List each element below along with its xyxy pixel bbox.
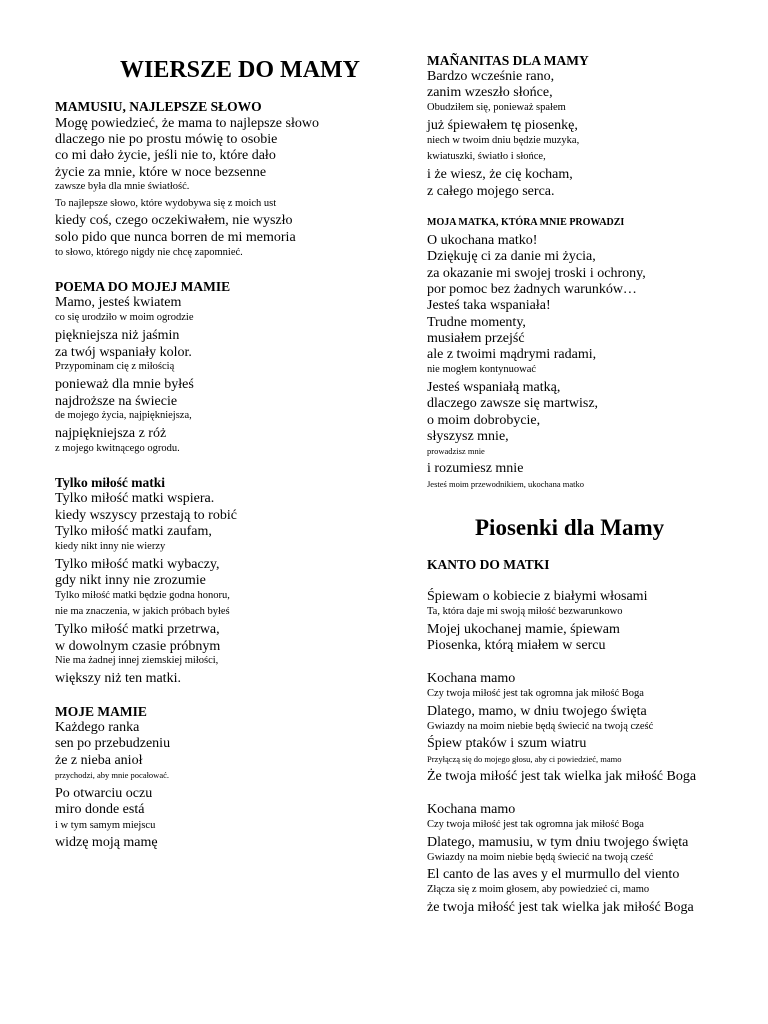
text-line: Gwiazdy na moim niebie będą świecić na twoją cześć bbox=[427, 852, 654, 863]
text-line: Mogę powiedzieć, że mama to najlepsze słowo bbox=[55, 116, 319, 131]
text-line: Jesteś wspaniałą matką, bbox=[427, 380, 561, 395]
text-line: w dowolnym czasie próbnym bbox=[55, 639, 221, 654]
text-line: o moim dobrobycie, bbox=[427, 413, 541, 428]
text-line: Mojej ukochanej mamie, śpiewam bbox=[427, 622, 620, 637]
poem-title: MAÑANITAS DLA MAMY bbox=[427, 53, 589, 68]
text-line: Każdego ranka bbox=[55, 720, 140, 735]
text-line: Tylko miłość matki wspiera. bbox=[55, 491, 215, 506]
text-line: to słowo, którego nigdy nie chcę zapomnieć. bbox=[55, 247, 243, 258]
text-line: El canto de las aves y el murmullo del viento bbox=[427, 867, 680, 882]
text-line: Obudziłem się, ponieważ spałem bbox=[427, 102, 566, 113]
text-line: nie ma znaczenia, w jakich próbach byłeś bbox=[55, 606, 230, 617]
text-line: za twój wspaniały kolor. bbox=[55, 345, 192, 360]
text-line: przychodzi, aby mnie pocałować. bbox=[55, 770, 169, 780]
text-line: miro donde está bbox=[55, 802, 145, 817]
text-line: Ta, która daje mi swoją miłość bezwarunkowo bbox=[427, 606, 623, 617]
poem-title: MOJA MATKA, KTÓRA MNIE PROWADZI bbox=[427, 217, 625, 228]
text-line: z całego mojego serca. bbox=[427, 184, 555, 199]
text-line: że twoja miłość jest tak wielka jak miłość Boga bbox=[427, 900, 694, 915]
text-line: dlaczego zawsze się martwisz, bbox=[427, 396, 599, 411]
text-line: z mojego kwitnącego ogrodu. bbox=[55, 443, 180, 454]
text-line: Tylko miłość matki zaufam, bbox=[55, 524, 212, 539]
text-line: Bardzo wcześnie rano, bbox=[427, 69, 555, 84]
text-line: i że wiesz, że cię kocham, bbox=[427, 167, 573, 182]
text-line: Przypominam cię z miłością bbox=[55, 361, 175, 372]
text-line: co mi dało życie, jeśli nie to, które dało bbox=[55, 148, 276, 163]
poem-title: POEMA DO MOJEJ MAMIE bbox=[55, 279, 231, 294]
poem-title: KANTO DO MATKI bbox=[427, 557, 550, 572]
text-line: prowadzisz mnie bbox=[427, 446, 485, 456]
text-line: Śpiewam o kobiecie z białymi włosami bbox=[427, 589, 648, 604]
text-line: za okazanie mi swojej troski i ochrony, bbox=[427, 266, 646, 281]
text-line: Złącza się z moim głosem, aby powiedzieć ci, mamo bbox=[427, 884, 650, 895]
poem-title: Tylko miłość matki bbox=[55, 475, 166, 490]
text-line: zanim wzeszło słońce, bbox=[427, 85, 553, 100]
text-line: Jesteś moim przewodnikiem, ukochana matko bbox=[427, 479, 584, 489]
text-line: Czy twoja miłość jest tak ogromna jak miłość Boga bbox=[427, 819, 644, 830]
text-line: dlaczego nie po prostu mówię to osobie bbox=[55, 132, 278, 147]
text-line: To najlepsze słowo, które wydobywa się z moich ust bbox=[55, 198, 277, 209]
text-line: co się urodziło w moim ogrodzie bbox=[55, 312, 194, 323]
text-line: ponieważ dla mnie byłeś bbox=[55, 377, 194, 392]
text-line: musiałem przejść bbox=[427, 331, 525, 346]
text-line: Dlatego, mamusiu, w tym dniu twojego święta bbox=[427, 835, 689, 850]
text-line: że z nieba anioł bbox=[55, 753, 143, 768]
text-line: piękniejsza niż jaśmin bbox=[55, 328, 180, 343]
text-line: Tylko miłość matki przetrwa, bbox=[55, 622, 220, 637]
page-heading: Piosenki dla Mamy bbox=[475, 515, 665, 540]
text-line: O ukochana matko! bbox=[427, 233, 538, 248]
text-line: Przyłączą się do mojego głosu, aby ci powiedzieć, mamo bbox=[427, 754, 622, 764]
text-line: Mamo, jesteś kwiatem bbox=[55, 295, 182, 310]
poem-title: MOJE MAMIE bbox=[55, 704, 147, 719]
text-line: Tylko miłość matki będzie godna honoru, bbox=[55, 590, 230, 601]
text-line: najdroższe na świecie bbox=[55, 394, 178, 409]
text-line: Po otwarciu oczu bbox=[55, 786, 153, 801]
text-line: Piosenka, którą miałem w sercu bbox=[427, 638, 606, 653]
text-line: widzę moją mamę bbox=[55, 835, 158, 850]
text-line: i rozumiesz mnie bbox=[427, 461, 524, 476]
text-line: Dlatego, mamo, w dniu twojego święta bbox=[427, 704, 647, 719]
text-line: Jesteś taka wspaniała! bbox=[427, 298, 551, 313]
text-line: Tylko miłość matki wybaczy, bbox=[55, 557, 220, 572]
text-line: Dziękuję ci za danie mi życia, bbox=[427, 249, 596, 264]
text-line: Gwiazdy na moim niebie będą świecić na twoją cześć bbox=[427, 721, 654, 732]
text-line: już śpiewałem tę piosenkę, bbox=[427, 118, 578, 133]
text-line: Śpiew ptaków i szum wiatru bbox=[427, 736, 587, 751]
text-line: sen po przebudzeniu bbox=[55, 736, 171, 751]
text-line: nie mogłem kontynuować bbox=[427, 364, 537, 375]
text-line: solo pido que nunca borren de mi memoria bbox=[55, 230, 296, 245]
text-line: Czy twoja miłość jest tak ogromna jak miłość Boga bbox=[427, 688, 644, 699]
text-line: Że twoja miłość jest tak wielka jak miłość Boga bbox=[427, 769, 697, 784]
text-line: kiedy wszyscy przestają to robić bbox=[55, 508, 237, 523]
page-heading: WIERSZE DO MAMY bbox=[120, 57, 361, 83]
text-line: Kochana mamo bbox=[427, 671, 516, 686]
text-line: zawsze była dla mnie światłość. bbox=[55, 181, 190, 192]
text-line: ale z twoimi mądrymi radami, bbox=[427, 347, 597, 362]
text-line: i w tym samym miejscu bbox=[55, 820, 156, 831]
text-line: życie za mnie, które w noce bezsenne bbox=[55, 165, 267, 180]
text-line: Kochana mamo bbox=[427, 802, 516, 817]
poem-title: MAMUSIU, NAJLEPSZE SŁOWO bbox=[55, 99, 262, 114]
text-line: niech w twoim dniu będzie muzyka, bbox=[427, 135, 580, 146]
text-line: por pomoc bez żadnych warunków… bbox=[427, 282, 637, 297]
text-line: de mojego życia, najpiękniejsza, bbox=[55, 410, 192, 421]
text-line: kwiatuszki, światło i słońce, bbox=[427, 151, 546, 162]
text-line: większy niż ten matki. bbox=[55, 671, 181, 686]
text-line: najpiękniejsza z róż bbox=[55, 426, 167, 441]
text-line: gdy nikt inny nie zrozumie bbox=[55, 573, 206, 588]
text-line: kiedy nikt inny nie wierzy bbox=[55, 541, 166, 552]
text-line: Nie ma żadnej innej ziemskiej miłości, bbox=[55, 655, 219, 666]
text-line: słyszysz mnie, bbox=[427, 429, 509, 444]
text-line: kiedy coś, czego oczekiwałem, nie wyszło bbox=[55, 213, 293, 228]
text-line: Trudne momenty, bbox=[427, 315, 526, 330]
